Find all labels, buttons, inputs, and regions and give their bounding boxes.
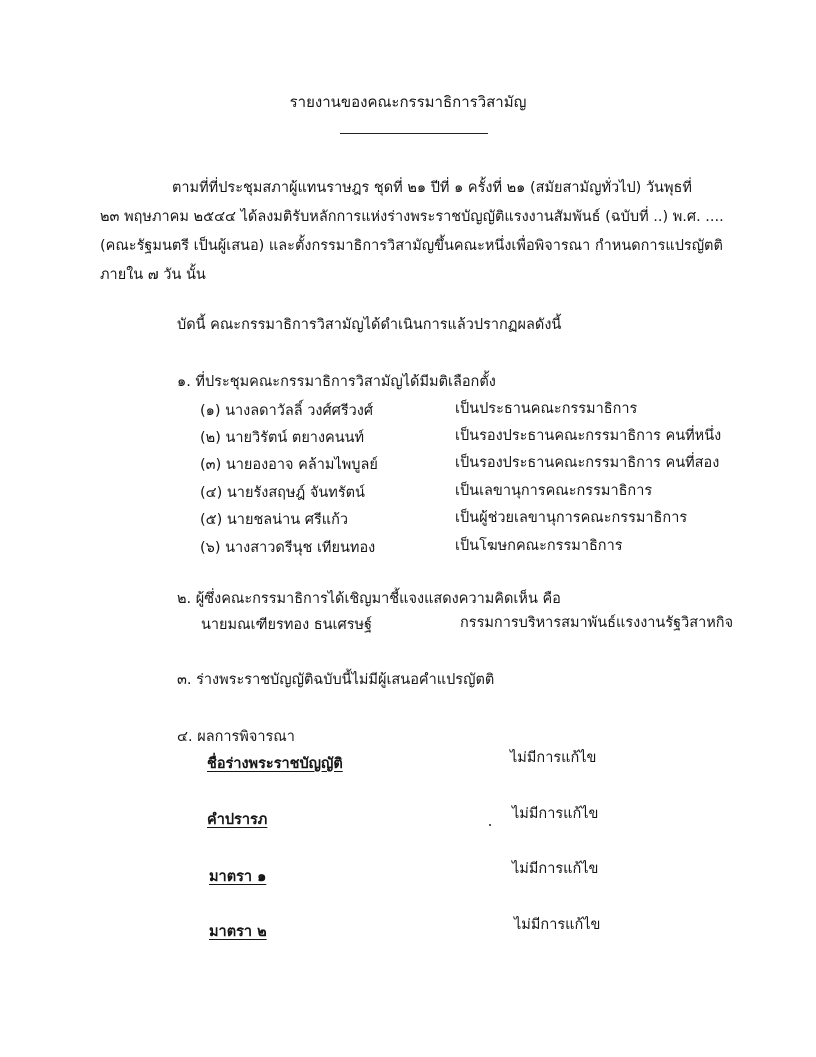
- member-name: (๖) นางสาวดรีนุช เทียนทอง: [200, 540, 376, 556]
- result-item-label: มาตรา ๑: [209, 869, 267, 885]
- member-role: เป็นประธานคณะกรรมาธิการ: [455, 401, 638, 417]
- member-name: (๒) นายวิรัตน์ ตยางคนนท์: [200, 430, 365, 446]
- member-name: (๑) นางลดาวัลลิ์ วงศ์ศรีวงศ์: [200, 403, 374, 419]
- invited-person-name: นายมณเฑียรทอง ธนเศรษฐ์: [201, 617, 373, 633]
- result-item-value: ไม่มีการแก้ไข: [510, 750, 597, 766]
- now-statement: บัดนี้ คณะกรรมาธิการวิสามัญได้ดำเนินการแล้วปรากฏผลดังนี้: [177, 317, 562, 333]
- section3-heading: ๓. ร่างพระราชบัญญัติฉบับนี้ไม่มีผู้เสนอคำแปรญัตติ: [177, 672, 495, 688]
- report-title: รายงานของคณะกรรมาธิการวิสามัญ: [289, 93, 527, 111]
- result-item-value: ไม่มีการแก้ไข: [512, 861, 599, 877]
- invited-person-role: กรรมการบริหารสมาพันธ์แรงงานรัฐวิสาหกิจ: [460, 615, 734, 631]
- intro-line-2: ๒๓ พฤษภาคม ๒๕๔๔ ได้ลงมติรับหลักการแห่งร่างพระราชบัญญัติแรงงานสัมพันธ์ (ฉบับที่ ..) พ.ศ. ....: [100, 209, 724, 225]
- section1-heading: ๑. ที่ประชุมคณะกรรมาธิการวิสามัญได้มีมติเลือกตั้ง: [177, 374, 496, 390]
- result-item-label: คำปรารภ: [207, 812, 268, 828]
- scan-speck: [489, 824, 491, 826]
- member-name: (๓) นายองอาจ คล้ามไพบูลย์: [200, 457, 378, 473]
- member-role: เป็นผู้ช่วยเลขานุการคณะกรรมาธิการ: [455, 510, 688, 526]
- title-underline-divider: [340, 133, 488, 134]
- member-role: เป็นโฆษกคณะกรรมาธิการ: [455, 538, 623, 554]
- section4-heading: ๔. ผลการพิจารณา: [177, 729, 295, 745]
- intro-line-1: ตามที่ที่ประชุมสภาผู้แทนราษฎร ชุดที่ ๒๑ ปีที่ ๑ ครั้งที่ ๒๑ (สมัยสามัญทั่วไป) วันพุธที่: [172, 180, 692, 196]
- member-name: (๔) นายรังสฤษฎ์ จันทรัตน์: [200, 485, 365, 501]
- result-item-value: ไม่มีการแก้ไข: [512, 806, 599, 822]
- section2-heading: ๒. ผู้ซึ่งคณะกรรมาธิการได้เชิญมาชี้แจงแสดงความคิดเห็น คือ: [177, 591, 561, 607]
- result-item-label: มาตรา ๒: [209, 924, 267, 940]
- member-role: เป็นรองประธานคณะกรรมาธิการ คนที่หนึ่ง: [455, 428, 722, 444]
- intro-line-4: ภายใน ๗ วัน นั้น: [100, 267, 206, 283]
- member-role: เป็นเลขานุการคณะกรรมาธิการ: [455, 483, 653, 499]
- member-name: (๕) นายชลน่าน ศรีแก้ว: [200, 512, 349, 528]
- result-item-value: ไม่มีการแก้ไข: [514, 917, 601, 933]
- intro-line-3: (คณะรัฐมนตรี เป็นผู้เสนอ) และตั้งกรรมาธิการวิสามัญขึ้นคณะหนึ่งเพื่อพิจารณา กำหนดการแปรญัตติ: [100, 238, 723, 254]
- result-item-label: ชื่อร่างพระราชบัญญัติ: [207, 756, 343, 772]
- member-role: เป็นรองประธานคณะกรรมาธิการ คนที่สอง: [455, 455, 720, 471]
